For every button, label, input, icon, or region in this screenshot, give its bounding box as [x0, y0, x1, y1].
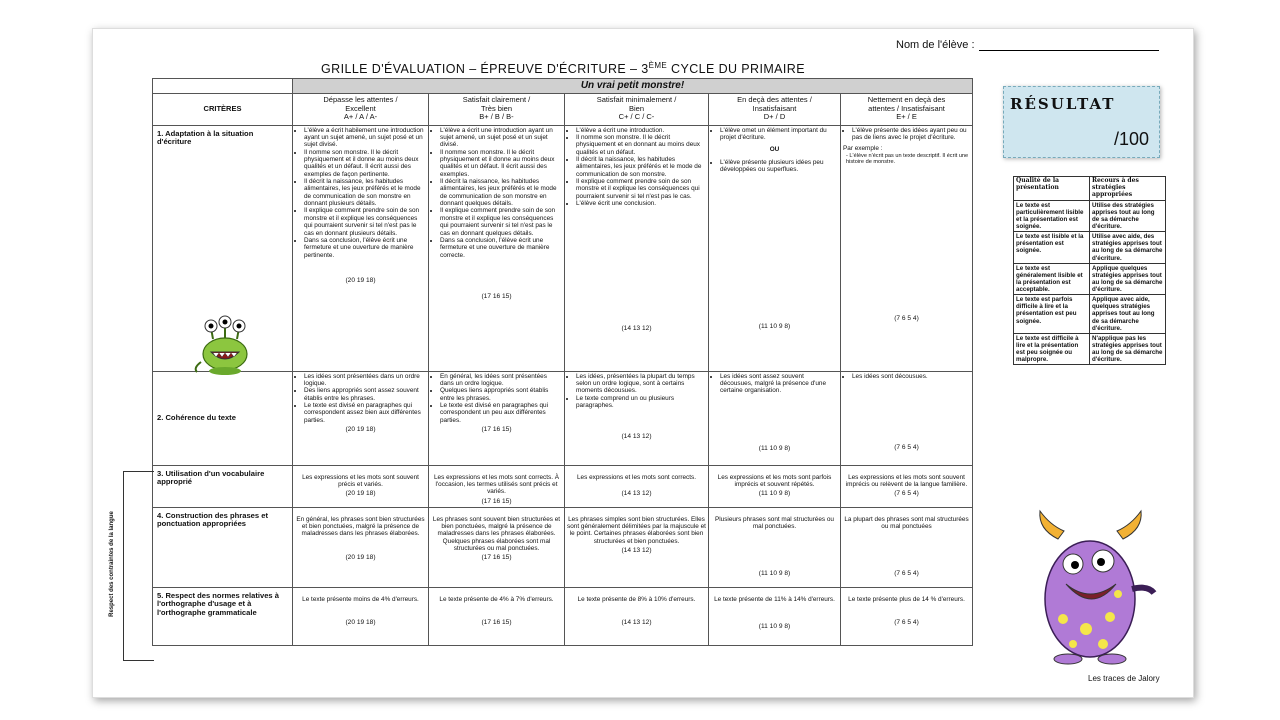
level-header: Nettement en deçà des attentes / Insatisfaisant E+ / E: [841, 93, 973, 125]
level-cell: • Les idées sont décousues. (7 6 5 4): [841, 371, 973, 465]
level-cell: • L'élève a écrit habilement une introduction ayant un sujet amené, un sujet posé et un sujet divisé. • Il nomme son monstre. Il le décrit physiquement et il donne au moins deux qualités et un défaut. Il écrit aussi des exemples de façon pertinente. • Il décrit la naissance, les habitudes alimentaires, les jeux préférés et le mode de communication de son monstre en donnant plusieurs détails. • Il explique comment prendre soin de son monstre et il explique les conséquences qui pourraient survenir si tel n'est pas le cas en donnant plusieurs détails. • Dans sa conclusion, l'élève écrit une fermeture et une ouverture de manière pertinente. (20 19 18): [293, 125, 429, 371]
level-cell: Plusieurs phrases sont mal structurées ou mal ponctuées. (11 10 9 8): [709, 507, 841, 587]
table-row: [153, 465, 973, 507]
table-row: Le texte est parfois difficile à lire et la présentation est peu soignée. Applique avec aide, quelques stratégies apprises tout au long de sa démarche d'écriture.: [1014, 295, 1166, 334]
table-row: Le texte est particulièrement lisible et la présentation est soignée. Utilise des stratégies apprises tout au long de sa démarche d'écriture.: [1014, 200, 1166, 232]
table-row: Le texte est généralement lisible et la présentation est acceptable. Applique quelques stratégies apprises tout au long de sa démarche d'écriture.: [1014, 263, 1166, 295]
criterion-label: 2. Cohérence du texte: [153, 371, 293, 465]
level-header: Satisfait clairement / Très bien B+ / B / B-: [429, 93, 565, 125]
level-cell: Le texte présente de 8% à 10% d'erreurs. (14 13 12): [565, 587, 709, 645]
result-box: [1003, 86, 1160, 158]
table-row: [153, 371, 973, 465]
level-header: En deçà des attentes / Insatisfaisant D+ / D: [709, 93, 841, 125]
score-options: (17 16 15): [481, 426, 512, 434]
score-options: (7 6 5 4): [894, 315, 919, 323]
table-row: Le texte est difficile à lire et la présentation est peu soignée ou malpropre. N'applique pas les stratégies apprises tout au long de sa démarche d'écriture.: [1014, 333, 1166, 365]
level-cell: • L'élève a écrit une introduction. • Il nomme son monstre. Il le décrit physiquement et en donnant au moins deux qualités et un défaut. • Il décrit la naissance, les habitudes alimentaires, les jeux préférés et le mode de communication de son monstre. • Il explique comment prendre soin de son monstre et il explique les conséquences qui pourraient survenir si tel n'est pas le cas. • L'élève écrit une conclusion. (14 13 12): [565, 125, 709, 371]
table-row: [153, 507, 973, 587]
level-cell: • L'élève présente des idées ayant peu ou pas de liens avec le projet d'écriture. Par exemple : - L'élève n'écrit pas un texte descriptif. Il écrit une histoire de monstre. (7 6 5 4): [841, 125, 973, 371]
side-header: Recours à des stratégies appropriées: [1090, 177, 1166, 201]
title-end: CYCLE DU PRIMAIRE: [667, 62, 805, 77]
table-row: Le texte est lisible et la présentation est soignée. Utilise avec aide, des stratégies apprises tout au long de sa démarche d'écriture.: [1014, 232, 1166, 264]
criterion-label: 3. Utilisation d'un vocabulaire approprié: [153, 465, 293, 507]
presentation-table: [1013, 176, 1166, 365]
level-cell: Le texte présente moins de 4% d'erreurs. (20 19 18): [293, 587, 429, 645]
score-options: (14 13 12): [621, 433, 652, 441]
level-cell: • Les idées sont assez souvent décousues, malgré la présence d'une certaine organisation. (11 10 9 8): [709, 371, 841, 465]
student-name-field: [896, 39, 1159, 51]
grid-subtitle: Un vrai petit monstre!: [293, 79, 973, 94]
score-options: (20 19 18): [345, 426, 376, 434]
page-title: [153, 61, 973, 76]
criterion-label: 5. Respect des normes relatives à l'orthographe d'usage et à l'orthographe grammaticale: [153, 587, 293, 645]
title-superscript: ÈME: [648, 61, 668, 70]
result-label: RÉSULTAT: [1010, 95, 1116, 113]
language-bracket: [123, 471, 154, 661]
evaluation-sheet: Nom de l'élève : GRILLE D'ÉVALUATION – ÉPREUVE D'ÉCRITURE – 3ÈME CYCLE DU PRIMAIRE Un vrai petit monstre! CRITÈRES Dépasse les attentes / Excellent A+ / A / A- Satisfait clairement / Très bien B+ / B / B- Satisfait minimalement / Bien C+ / C / C- En deçà des attentes / Insatisfaisant D+ / D Nettement en deçà des attentes / Insatisfaisant E+ / E 1. Adaptation à la situation d'écriture • L'élève a écrit habilement une introduction ayant un sujet amené, un sujet posé et un sujet divisé. • Il nomme son monstre. Il le décrit physiquement et il donne au moins deux qualités et un défaut. Il écrit aussi des exemples de façon pertinente. • Il décrit la naissance, les habitudes alimentaires, les jeux préférés et le mode de communication de son monstre en donnant plusieurs détails. • Il explique comment prendre soin de son monstre et il explique les conséquences qui pourraient survenir si tel n'est pas le cas en donnant plusieurs détails. • Dans sa conclusion, l'élève écrit une fermeture et une ouverture de manière pertinente. (20 19 18) • L'élève a écrit une introduction ayant un sujet amené, un sujet posé et un sujet divisé. • Il nomme son monstre. Il le décrit physiquement et il donne au moins deux qualités et un défaut. Il écrit aussi des exemples. • Il décrit la naissance, les habitudes alimentaires, les jeux préférés et le mode de communication de son monstre en donnant quelques détails. • Il explique comment prendre soin de son monstre et il explique les conséquences qui pourraient survenir si tel n'est pas le cas en donnant quelques détails. • Dans sa conclusion, l'élève écrit une fermeture et une ouverture de manière correcte. (17 16 15) • L'élève a écrit une introduction. • Il nomme son monstre. Il le décrit physiquement et en donnant au moins deux qualités et un défaut. • Il décrit la naissance, les habitudes alimentaires, les jeux préférés et le mode de communication de son monstre. • Il explique comment prendre soin de son monstre et il explique les conséquences qui pourraient survenir si tel n'est pas le cas. • L'élève écrit une conclusion. (14 13 12) • L'élève omet un élément important du projet d'écriture. OU • L'élève présente plusieurs idées peu développées ou superflues. (11 10 9 8) • L'élève présente des idées ayant peu ou pas de liens avec le projet d'écriture. Par exemple : - L'élève n'écrit pas un texte descriptif. Il écrit une histoire de monstre. (7 6 5 4) 2. Cohérence du texte • Les idées sont présentées dans un ordre logique. • Des liens appropriés sont assez souvent établis entre les phrases. • Le texte est divisé en paragraphes qui correspondent assez bien aux différentes parties. (20 19 18) • En général, les idées sont présentées dans un ordre logique. • Quelques liens appropriés sont établis entre les phrases. • Le texte est divisé en paragraphes qui correspondent un peu aux différentes parties. (17 16 15) • Les idées, présentées la plupart du temps selon un ordre logique, sont à certains moments décousues. • Le texte comprend un ou plusieurs paragraphes. (14 13 12) • Les idées sont assez souvent décousues, malgré la présence d'une certaine organisation. (11 10 9 8) • Les idées sont décousues. (7 6 5 4) 3. Utilisation d'un vocabulaire approprié Les expressions et les mots sont souvent précis et variés. (20 19 18) Les expressions et les mots sont corrects. À l'occasion, les termes utilisés sont précis et variés. (17 16 15) Les expressions et les mots sont corrects. (14 13 12) Les expressions et les mots sont parfois imprécis et souvent répétés. (11 10 9 8) Les expressions et les mots sont souvent imprécis ou relèvent de la langue familière. (7 6 5 4) 4. Construction des phrases et ponctuation appropriées En général, les phrases sont bien structurées et bien ponctuées, malgré la présence de maladresses dans les phrases élaborées. (20 19 18) Les phrases sont souvent bien structurées et bien ponctuées, malgré la présence de maladresses dans les phrases élaborées. Quelques phrases élaborées sont mal structurées ou mal ponctuées. (17 16 15) Les phrases simples sont bien structurées. Elles sont généralement délimitées par la majuscule et le point. Certaines phrases élaborées sont bien structurées et bien ponctuées. (14 13 12) Plusieurs phrases sont mal structurées ou mal ponctuées. (11 10 9 8) La plupart des phrases sont mal structurées ou mal ponctuées (7 6 5 4) 5. Respect des normes relatives à l'orthographe d'usage et à l'orthographe grammaticale Le texte présente moins de 4% d'erreurs. (20 19 18) Le texte présente de 4% à 7% d'erreurs. (17 16 15) Le texte présente de 8% à 10% d'erreurs. (14 13 12) Le texte présente de 11% à 14% d'erreurs. (11 10 9 8) Le texte présente plus de 14 % d'erreurs. (7 6 5 4) Respect des contraintes de la langue RÉSULTAT /100 Qualité de la présentation Recours à des stratégies appropriées Le texte est particulièrement lisible et la présentation est soignée. Utilise des stratégies apprises tout au long de sa démarche d'écriture. Le texte est lisible et la présentation est soignée. Utilise avec aide, des stratégies apprises tout au long de sa démarche d'écriture. Le texte est généralement lisible et la présentation est acceptable. Applique quelques stratégies apprises tout au long de sa démarche d'écriture. Le texte est parfois difficile à lire et la présentation est peu soignée. Applique avec aide, quelques stratégies apprises tout au long de sa démarche d'écriture. Le texte est difficile à lire et la présentation est peu soignée ou malpropre. N'applique pas les stratégies apprises tout au long de sa démarche d'écriture. Les traces de Jalory: [92, 28, 1194, 698]
level-cell: • L'élève a écrit une introduction ayant un sujet amené, un sujet posé et un sujet divisé. • Il nomme son monstre. Il le décrit physiquement et il donne au moins deux qualités et un défaut. Il écrit aussi des exemples. • Il décrit la naissance, les habitudes alimentaires, les jeux préférés et le mode de communication de son monstre en donnant quelques détails. • Il explique comment prendre soin de son monstre et il explique les conséquences qui pourraient survenir si tel n'est pas le cas en donnant quelques détails. • Dans sa conclusion, l'élève écrit une fermeture et une ouverture de manière correcte. (17 16 15): [429, 125, 565, 371]
score-options: (20 19 18): [345, 276, 376, 284]
student-name-line: [979, 40, 1159, 51]
student-name-label: Nom de l'élève :: [896, 39, 975, 51]
result-score: /100: [1113, 129, 1149, 149]
score-options: (11 10 9 8): [758, 323, 791, 331]
level-cell: Les expressions et les mots sont parfois imprécis et souvent répétés. (11 10 9 8): [709, 465, 841, 507]
level-cell: Les phrases simples sont bien structurées. Elles sont généralement délimitées par la majuscule et le point. Certaines phrases élaborées sont bien structurées et bien ponctuées. (14 13 12): [565, 507, 709, 587]
level-cell: En général, les phrases sont bien structurées et bien ponctuées, malgré la présence de maladresses dans les phrases élaborées. (20 19 18): [293, 507, 429, 587]
level-cell: Les expressions et les mots sont souvent imprécis ou relèvent de la langue familière. (7 6 5 4): [841, 465, 973, 507]
green-monster-illustration: [193, 314, 257, 376]
score-options: (11 10 9 8): [758, 444, 791, 452]
level-cell: Le texte présente de 4% à 7% d'erreurs. (17 16 15): [429, 587, 565, 645]
score-options: (7 6 5 4): [894, 443, 919, 451]
table-row: [153, 125, 973, 371]
score-options: (14 13 12): [621, 325, 652, 333]
level-cell: Les expressions et les mots sont corrects. À l'occasion, les termes utilisés sont précis et variés. (17 16 15): [429, 465, 565, 507]
title-main: GRILLE D'ÉVALUATION – ÉPREUVE D'ÉCRITURE – 3: [321, 62, 649, 77]
level-cell: Le texte présente plus de 14 % d'erreurs. (7 6 5 4): [841, 587, 973, 645]
criterion-label: 1. Adaptation à la situation d'écriture: [153, 125, 293, 371]
level-cell: • En général, les idées sont présentées dans un ordre logique. • Quelques liens appropriés sont établis entre les phrases. • Le texte est divisé en paragraphes qui correspondent un peu aux différentes parties. (17 16 15): [429, 371, 565, 465]
level-cell: • Les idées, présentées la plupart du temps selon un ordre logique, sont à certains moments décousues. • Le texte comprend un ou plusieurs paragraphes. (14 13 12): [565, 371, 709, 465]
level-cell: Les phrases sont souvent bien structurées et bien ponctuées, malgré la présence de maladresses dans les phrases élaborées. Quelques phrases élaborées sont mal structurées ou mal ponctuées. (17 16 15): [429, 507, 565, 587]
side-header: Qualité de la présentation: [1014, 177, 1090, 201]
evaluation-grid: [152, 78, 973, 646]
table-row: [153, 587, 973, 645]
score-options: (17 16 15): [481, 292, 512, 300]
level-cell: Le texte présente de 11% à 14% d'erreurs. (11 10 9 8): [709, 587, 841, 645]
credit-text: Les traces de Jalory: [1088, 674, 1160, 683]
level-cell: • Les idées sont présentées dans un ordre logique. • Des liens appropriés sont assez souvent établis entre les phrases. • Le texte est divisé en paragraphes qui correspondent assez bien aux différentes parties. (20 19 18): [293, 371, 429, 465]
purple-monster-illustration: [1028, 509, 1158, 669]
criteria-header: CRITÈRES: [153, 93, 293, 125]
level-cell: • L'élève omet un élément important du projet d'écriture. OU • L'élève présente plusieurs idées peu développées ou superflues. (11 10 9 8): [709, 125, 841, 371]
level-cell: Les expressions et les mots sont souvent précis et variés. (20 19 18): [293, 465, 429, 507]
level-cell: La plupart des phrases sont mal structurées ou mal ponctuées (7 6 5 4): [841, 507, 973, 587]
level-cell: Les expressions et les mots sont corrects. (14 13 12): [565, 465, 709, 507]
level-header: Satisfait minimalement / Bien C+ / C / C-: [565, 93, 709, 125]
criterion-label: 4. Construction des phrases et ponctuation appropriées: [153, 507, 293, 587]
level-header: Dépasse les attentes / Excellent A+ / A / A-: [293, 93, 429, 125]
